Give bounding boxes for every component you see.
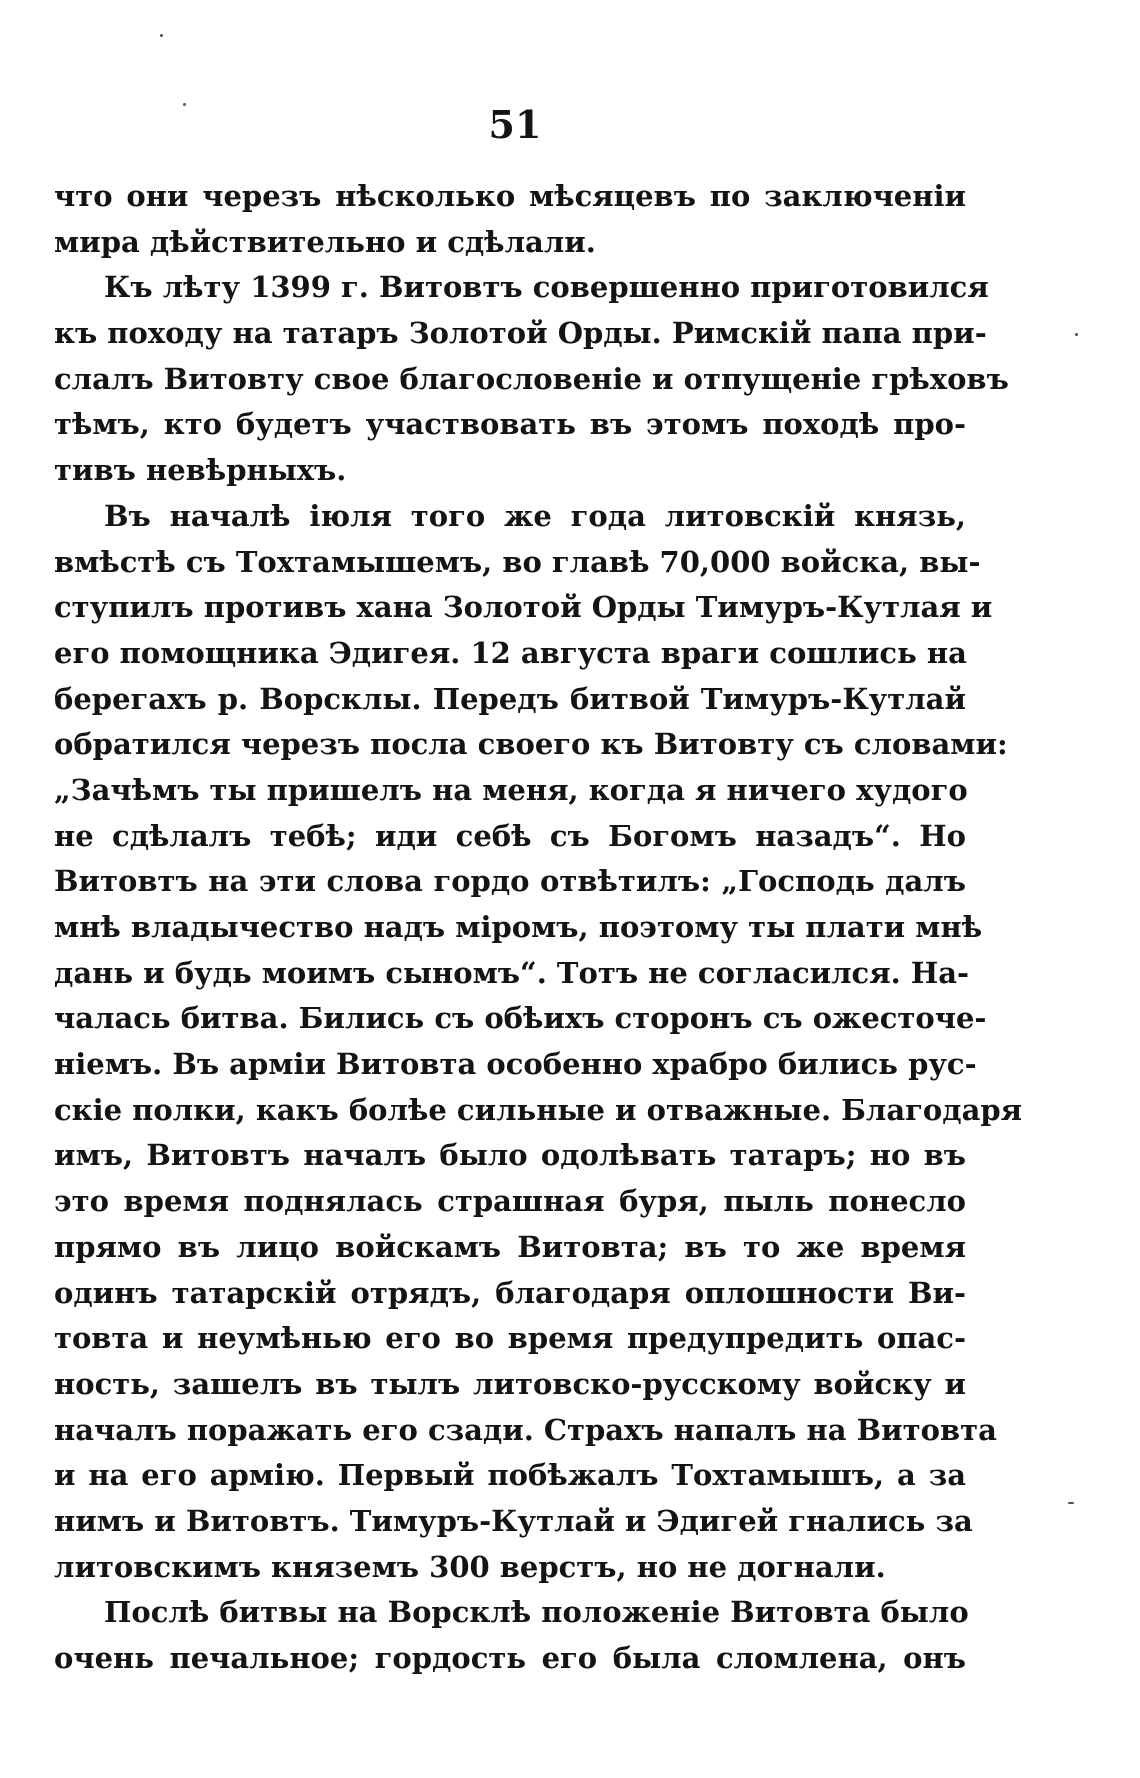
text-line: обратился черезъ посла своего къ Витовту съ словами: [54,727,1008,762]
text-line: началъ поражать его сзади. Страхъ напалъ на Витовта [54,1412,997,1447]
text-line: имъ, Витовтъ началъ было одолѣвать татаръ; но въ [54,1138,966,1173]
text-line: и на его армiю. Первый побѣжалъ Тохтамышъ, а за [54,1458,966,1493]
print-speck [1075,333,1078,336]
text-line: прямо въ лицо войскамъ Витовта; въ то же время [54,1229,966,1264]
text-line: товта и неумѣнью его во время предупредить опас- [54,1321,966,1356]
text-line: его помощника Эдигея. 12 августа враги сошлись на [54,635,967,670]
print-speck [160,34,163,37]
text-line: Въ началѣ iюля того же года литовскiй князь, [104,498,966,533]
text-line: къ походу на татаръ Золотой Орды. Римскiй папа при- [54,316,987,351]
page-number: 51 [488,102,542,147]
text-line: мнѣ владычество надъ мiромъ, поэтому ты плати мнѣ [54,910,983,944]
text-line: литовскимъ княземъ 300 верстъ, но не догнали. [54,1549,886,1584]
text-line: одинъ татарскiй отрядъ, благодаря оплошности Ви- [54,1275,966,1310]
text-line: „Зачѣмъ ты пришелъ на меня, когда я ничего худого [54,772,968,807]
text-line: вмѣстѣ съ Тохтамышемъ, во главѣ 70,000 войска, вы- [54,544,981,579]
text-line: что они черезъ нѣсколько мѣсяцевъ по заключенiи [54,179,966,213]
text-line: тивъ невѣрныхъ. [54,453,347,488]
text-line: ступилъ противъ хана Золотой Орды Тимуръ-Кутлая и [54,590,993,625]
text-line: Къ лѣту 1399 г. Витовтъ совершенно приготовился [104,270,989,305]
text-line: дань и будь моимъ сыномъ“. Тотъ не согласился. На- [54,955,970,990]
text-line: нiемъ. Въ армiи Витовта особенно храбро бились рус- [54,1047,977,1082]
text-line: берегахъ р. Ворсклы. Передъ битвой Тимуръ-Кутлай [54,681,966,716]
text-line: мира дѣйствительно и сдѣлали. [54,224,596,259]
text-line: чалась битва. Бились съ обѣихъ сторонъ съ ожесточе- [54,1001,987,1036]
text-line: ность, зашелъ въ тылъ литовско-русскому войску и [54,1366,966,1401]
text-line: не сдѣлалъ тебѣ; иди себѣ съ Богомъ назадъ“. Но [54,818,966,853]
text-line: это время поднялась страшная буря, пыль понесло [54,1184,966,1219]
text-line: Послѣ битвы на Ворсклѣ положенiе Витовта было [104,1595,969,1630]
print-speck [1068,1502,1074,1504]
text-line: нимъ и Витовтъ. Тимуръ-Кутлай и Эдигей гнались за [54,1503,973,1538]
body-text [54,174,1023,1682]
text-line: Витовтъ на эти слова гордо отвѣтилъ: „Господь далъ [54,864,966,899]
text-line: очень печальное; гордость его была сломлена, онъ [54,1641,966,1675]
text-line: скiе полки, какъ болѣе сильные и отважные. Благодаря [54,1092,1023,1127]
text-line: слалъ Витовту свое благословенiе и отпущенiе грѣховъ [54,361,1009,396]
text-line: тѣмъ, кто будетъ участвовать въ этомъ походѣ про- [54,407,966,442]
